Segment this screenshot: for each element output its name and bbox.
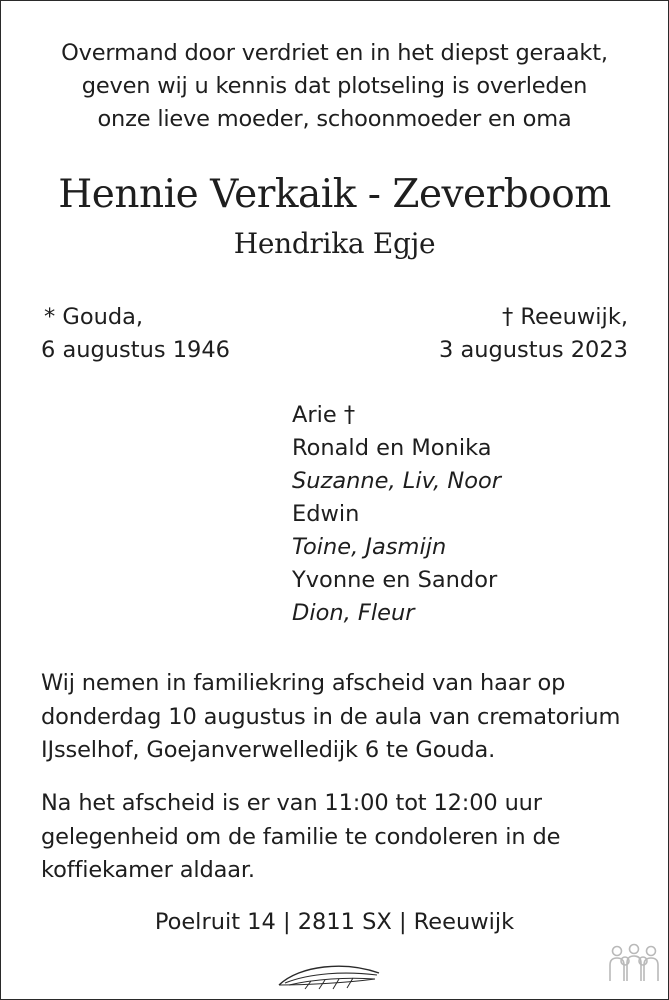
intro-line: Overmand door verdriet en in het diepst geraakt, [61,40,608,66]
condolence-line: gelegenheid om de familie te condoleren in de [41,823,561,850]
service-line: Wij nemen in familiekring afscheid van haar op [41,670,566,696]
condolence-line: Na het afscheid is er van 11:00 tot 12:00 uur [41,790,542,816]
service-line: IJsselhof, Goejanverwelledijk 6 te Gouda. [41,737,496,763]
feather-icon [275,959,383,995]
condolence-line: koffiekamer aldaar. [41,857,255,883]
death-place: † Reeuwijk, [501,304,628,330]
death-info [439,301,628,367]
family-member: Ronald en Monika [292,435,492,461]
service-info [41,667,620,768]
grandchildren: Dion, Fleur [292,600,415,626]
family-member: Edwin [292,501,360,527]
people-group-icon [607,943,661,987]
deceased-given-names: Hendrika Egje [233,227,436,260]
intro-line: onze lieve moeder, schoonmoeder en oma [97,106,572,132]
condolence-info [41,787,560,888]
deceased-name: Hennie Verkaik - Zeverboom [58,172,611,217]
family-member: Yvonne en Sandor [292,567,498,593]
death-date: 3 augustus 2023 [439,337,628,363]
family-list [292,399,501,630]
intro-line: geven wij u kennis dat plotseling is overleden [81,73,588,99]
intro-text [1,37,668,136]
birth-date: 6 augustus 1946 [41,337,230,363]
birth-place: * Gouda, [44,304,144,330]
birth-info [41,301,230,367]
service-line: donderdag 10 augustus in de aula van crematorium [41,703,621,730]
grandchildren: Suzanne, Liv, Noor [292,468,501,494]
home-address: Poelruit 14 | 2811 SX | Reeuwijk [154,909,515,935]
family-member: Arie † [292,402,356,428]
grandchildren: Toine, Jasmijn [292,534,447,560]
